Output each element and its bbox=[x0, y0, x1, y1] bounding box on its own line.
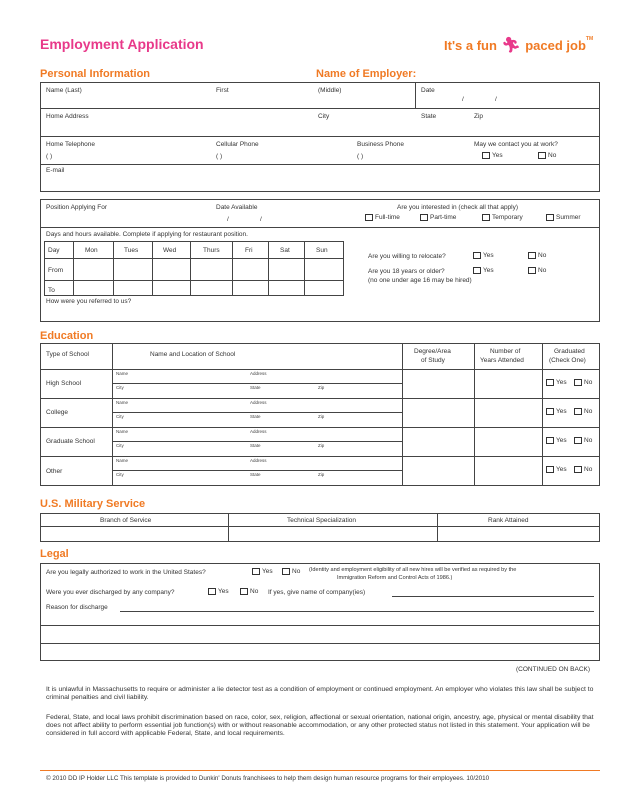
school-high-school: High School bbox=[46, 380, 82, 387]
label-zip: Zip bbox=[474, 113, 484, 120]
col-name-location: Name and Location of School bbox=[150, 351, 236, 358]
sub-city: City bbox=[116, 472, 124, 477]
age-yes-checkbox[interactable] bbox=[473, 267, 481, 274]
notice-discrimination: Federal, State, and local laws prohibit discrimination based on race, color, sex, religion, affectional or sexual orientation, national origin, ancestry, age, physical or mental disability that does not affect ability to perform essential job function(s) with or without reasonable accommodation, or any other protected status not listed in this statement. Your application will be considered in full accord with applicable Federal, State, and local requirements. bbox=[46, 714, 594, 737]
relocate-no-checkbox[interactable] bbox=[528, 252, 536, 259]
label-email: E-mail bbox=[46, 167, 65, 174]
label-state: State bbox=[421, 113, 437, 120]
paren-home: ( ) bbox=[46, 153, 53, 160]
age-no-checkbox[interactable] bbox=[528, 267, 536, 274]
col-degree-2: of Study bbox=[421, 357, 445, 364]
label-first: First bbox=[216, 87, 229, 94]
school-other: Other bbox=[46, 468, 63, 475]
label-availability: Days and hours available. Complete if applying for restaurant position. bbox=[46, 231, 248, 238]
label-age-q: Are you 18 years or older? bbox=[368, 268, 445, 275]
part-time-checkbox[interactable] bbox=[420, 214, 428, 221]
option-full-time[interactable]: Full-time bbox=[365, 214, 400, 221]
grid-sat: Sat bbox=[280, 247, 290, 254]
sub-zip: Zip bbox=[318, 472, 325, 477]
grid-sun: Sun bbox=[316, 247, 328, 254]
authorized-no-option[interactable]: No bbox=[282, 568, 300, 575]
label-position: Position Applying For bbox=[46, 204, 108, 211]
grad-no-checkbox[interactable] bbox=[574, 437, 582, 444]
option-part-time[interactable]: Part-time bbox=[420, 214, 456, 221]
label-discharged-q: Were you ever discharged by any company? bbox=[46, 589, 175, 596]
runner-icon: 🏃︎ bbox=[501, 37, 521, 54]
date-slash-1: / bbox=[462, 96, 464, 103]
sub-name: Name bbox=[116, 429, 129, 434]
col-branch: Branch of Service bbox=[100, 517, 152, 524]
col-graduated: Graduated bbox=[554, 348, 585, 355]
col-years: Number of bbox=[490, 348, 521, 355]
col-degree: Degree/Area bbox=[414, 348, 451, 355]
discharged-no-option[interactable]: No bbox=[240, 588, 258, 595]
age-no-option[interactable]: No bbox=[528, 267, 546, 274]
hs-grad-no[interactable]: No bbox=[574, 379, 592, 386]
sub-state: State bbox=[250, 414, 261, 419]
temporary-checkbox[interactable] bbox=[482, 214, 490, 221]
discharged-yes-checkbox[interactable] bbox=[208, 588, 216, 595]
contact-yes-checkbox[interactable] bbox=[482, 152, 490, 159]
notice-lie-detector: It is unlawful in Massachusetts to require or administer a lie detector test as a condition of employment or continued employment. An employer who violates this law shall be subject to criminal penalties and civil liability. bbox=[46, 686, 594, 701]
sub-address: Address bbox=[250, 371, 267, 376]
sub-address: Address bbox=[250, 458, 267, 463]
reason-line[interactable] bbox=[120, 611, 594, 612]
label-home-address: Home Address bbox=[46, 113, 89, 120]
sub-zip: Zip bbox=[318, 443, 325, 448]
legal-box bbox=[40, 563, 600, 661]
label-age-note: (no one under age 16 may be hired) bbox=[368, 277, 472, 284]
sub-name: Name bbox=[116, 371, 129, 376]
sub-name: Name bbox=[116, 400, 129, 405]
footer-rule bbox=[40, 770, 600, 771]
discharged-no-checkbox[interactable] bbox=[240, 588, 248, 595]
sub-city: City bbox=[116, 443, 124, 448]
section-employer: Name of Employer: bbox=[316, 68, 417, 80]
school-college: College bbox=[46, 409, 69, 416]
age-yes-option[interactable]: Yes bbox=[473, 267, 494, 274]
grid-thurs: Thurs bbox=[203, 247, 220, 254]
continued-on-back: (CONTINUED ON BACK) bbox=[516, 666, 591, 673]
label-authorized-q: Are you legally authorized to work in the United States? bbox=[46, 569, 206, 576]
date-available-slash-1: / bbox=[227, 216, 229, 223]
label-reason: Reason for discharge bbox=[46, 604, 108, 611]
contact-no-option[interactable]: No bbox=[538, 152, 556, 159]
college-yes-checkbox[interactable] bbox=[546, 408, 554, 415]
relocate-yes-option[interactable]: Yes bbox=[473, 252, 494, 259]
brand-logo bbox=[444, 36, 593, 54]
brand-text-post: paced job bbox=[525, 38, 586, 53]
relocate-no-option[interactable]: No bbox=[528, 252, 546, 259]
hs-grad-yes[interactable]: Yes bbox=[546, 379, 567, 386]
grid-to: To bbox=[48, 287, 55, 294]
hs-yes-checkbox[interactable] bbox=[546, 379, 554, 386]
grid-wed: Wed bbox=[163, 247, 177, 254]
paren-cell: ( ) bbox=[216, 153, 223, 160]
grad-grad-no[interactable]: No bbox=[574, 437, 592, 444]
other-grad-no[interactable]: No bbox=[574, 466, 592, 473]
label-date-available: Date Available bbox=[216, 204, 258, 211]
label-relocate-q: Are you willing to relocate? bbox=[368, 253, 446, 260]
contact-no-checkbox[interactable] bbox=[538, 152, 546, 159]
label-referred: How were you referred to us? bbox=[46, 298, 132, 305]
sub-zip: Zip bbox=[318, 414, 325, 419]
col-years-2: Years Attended bbox=[480, 357, 524, 364]
sub-address: Address bbox=[250, 429, 267, 434]
college-grad-yes[interactable]: Yes bbox=[546, 408, 567, 415]
identity-note-2: Immigration Reform and Control Acts of 1986.) bbox=[337, 575, 453, 581]
personal-info-box bbox=[40, 82, 600, 192]
label-city: City bbox=[318, 113, 330, 120]
label-home-phone: Home Telephone bbox=[46, 141, 96, 148]
date-available-slash-2: / bbox=[260, 216, 262, 223]
label-middle: (Middle) bbox=[318, 87, 342, 94]
college-grad-no[interactable]: No bbox=[574, 408, 592, 415]
grid-tues: Tues bbox=[124, 247, 139, 254]
full-time-checkbox[interactable] bbox=[365, 214, 373, 221]
paren-business: ( ) bbox=[357, 153, 364, 160]
summer-checkbox[interactable] bbox=[546, 214, 554, 221]
discharged-yes-option[interactable]: Yes bbox=[208, 588, 229, 595]
grid-day: Day bbox=[48, 247, 60, 254]
col-rank: Rank Attained bbox=[488, 517, 529, 524]
grid-fri: Fri bbox=[245, 247, 253, 254]
grid-mon: Mon bbox=[85, 247, 98, 254]
label-cell-phone: Cellular Phone bbox=[216, 141, 259, 148]
section-legal: Legal bbox=[40, 548, 69, 560]
authorized-yes-checkbox[interactable] bbox=[252, 568, 260, 575]
option-summer[interactable]: Summer bbox=[546, 214, 581, 221]
school-graduate: Graduate School bbox=[46, 438, 95, 445]
label-interest-q: Are you interested in (check all that apply) bbox=[397, 204, 519, 211]
company-line[interactable] bbox=[392, 596, 594, 597]
other-no-checkbox[interactable] bbox=[574, 466, 582, 473]
label-business-phone: Business Phone bbox=[357, 141, 404, 148]
sub-name: Name bbox=[116, 458, 129, 463]
option-temporary[interactable]: Temporary bbox=[482, 214, 523, 221]
section-military: U.S. Military Service bbox=[40, 498, 146, 510]
sub-city: City bbox=[116, 385, 124, 390]
authorized-yes-option[interactable]: Yes bbox=[252, 568, 273, 575]
identity-note: (Identity and employment eligibility of all new hires will be verified as required by the bbox=[309, 567, 517, 573]
grid-from: From bbox=[48, 267, 64, 274]
authorized-no-checkbox[interactable] bbox=[282, 568, 290, 575]
brand-text-pre: It's a fun bbox=[444, 38, 497, 53]
hs-no-checkbox[interactable] bbox=[574, 379, 582, 386]
trademark: TM bbox=[585, 36, 594, 42]
page-title: Employment Application bbox=[40, 36, 204, 52]
sub-city: City bbox=[116, 414, 124, 419]
sub-zip: Zip bbox=[318, 385, 325, 390]
footer-text: © 2010 DD IP Holder LLC This template is provided to Dunkin' Donuts franchisees to help them design human resource programs for their employees. 10/2010 bbox=[46, 775, 490, 782]
label-name-last: Name (Last) bbox=[46, 87, 82, 94]
sub-state: State bbox=[250, 472, 261, 477]
contact-yes-option[interactable]: Yes bbox=[482, 152, 503, 159]
relocate-yes-checkbox[interactable] bbox=[473, 252, 481, 259]
other-yes-checkbox[interactable] bbox=[546, 466, 554, 473]
label-date: Date bbox=[421, 87, 435, 94]
col-graduated-2: (Check One) bbox=[549, 357, 586, 364]
date-slash-2: / bbox=[495, 96, 497, 103]
section-personal: Personal Information bbox=[40, 68, 151, 80]
col-type-of-school: Type of School bbox=[46, 351, 89, 358]
sub-address: Address bbox=[250, 400, 267, 405]
label-contact-q: May we contact you at work? bbox=[474, 141, 558, 148]
sub-state: State bbox=[250, 385, 261, 390]
college-no-checkbox[interactable] bbox=[574, 408, 582, 415]
section-education: Education bbox=[40, 330, 94, 342]
grad-yes-checkbox[interactable] bbox=[546, 437, 554, 444]
grad-grad-yes[interactable]: Yes bbox=[546, 437, 567, 444]
col-spec: Technical Specialization bbox=[287, 517, 357, 524]
label-company-q: If yes, give name of company(ies) bbox=[268, 589, 366, 596]
sub-state: State bbox=[250, 443, 261, 448]
other-grad-yes[interactable]: Yes bbox=[546, 466, 567, 473]
